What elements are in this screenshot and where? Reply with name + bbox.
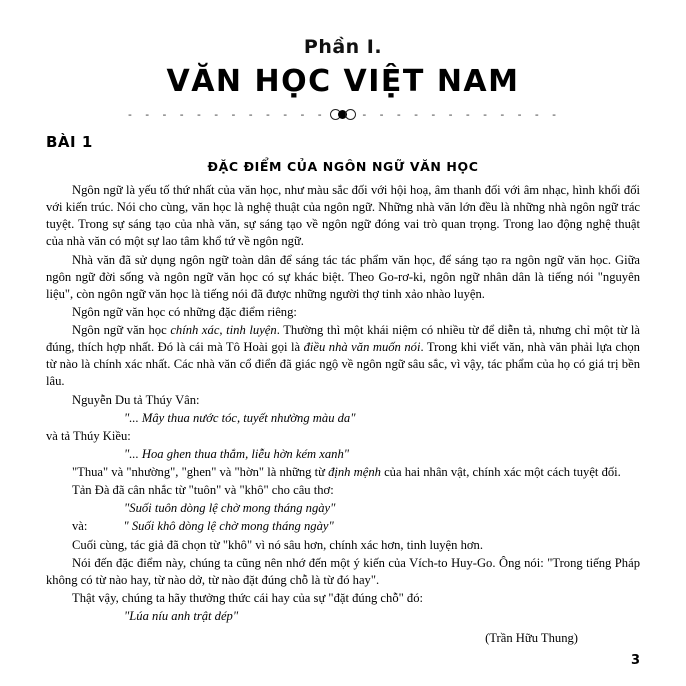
quote-4: " Suối khô dòng lệ chờ mong tháng ngày": [123, 519, 334, 534]
lesson-title: ĐẶC ĐIỂM CỦA NGÔN NGỮ VĂN HỌC: [207, 159, 479, 174]
quote-2: "... Hoa ghen thua thắm, liễu hờn kém xanh": [124, 446, 350, 461]
divider-dashes-left: - - - - - - - - - - - -: [126, 107, 325, 121]
divider-ornament-icon: [330, 108, 356, 121]
divider-dashes-right: - - - - - - - - - - - -: [361, 107, 560, 121]
ornamental-divider: [46, 107, 640, 121]
quote-4-line: [46, 518, 640, 535]
lesson-label: BÀI 1: [46, 133, 93, 151]
paragraph-7: [46, 464, 640, 481]
paragraph-4: [46, 322, 640, 391]
quote-5: "Lúa níu anh trật dép": [124, 609, 239, 623]
paragraph-8: Tản Đà đã cân nhắc từ "tuôn" và "khô" cho câu thơ:: [72, 483, 334, 498]
quote-1: "... Mây thua nước tóc, tuyết nhường màu da": [124, 410, 356, 425]
paragraph-3: Ngôn ngữ văn học có những đặc điểm riêng:: [72, 304, 297, 319]
paragraph-6: và tả Thúy Kiều:: [46, 428, 131, 443]
paragraph-4-italic-b: điều nhà văn muốn nói: [303, 340, 421, 355]
paragraph-7-text-a: "Thua" và "nhường", "ghen" và "hờn" là những từ: [72, 465, 329, 479]
page-number: 3: [630, 653, 640, 668]
paragraph-2: Nhà văn đã sử dụng ngôn ngữ toàn dân để sáng tác tác phẩm văn học, để sáng tạo ra ngôn ngữ văn học. Giữa ngôn ngữ đời sống và ngôn ngữ văn học có sự khác biệt. Theo Go-rơ-ki, ngôn ngữ nhân dân là tiếng nói "nguyên liệu", còn ngôn ngữ văn học là tiếng nói đã được những người thợ tinh xảo nhào luyện.: [46, 252, 640, 301]
paragraph-11: Thật vậy, chúng ta hãy thưởng thức cái hay của sự "đặt đúng chỗ" đó:: [72, 590, 424, 605]
book-title: VĂN HỌC VIỆT NAM: [166, 64, 520, 99]
attribution: (Trần Hữu Thung): [485, 631, 578, 646]
paragraph-5: Nguyễn Du tả Thúy Vân:: [72, 392, 200, 407]
quote-3: "Suối tuôn dòng lệ chờ mong tháng ngày": [124, 501, 336, 516]
paragraph-9: Cuối cùng, tác giả đã chọn từ "khô" vì nó sâu hơn, chính xác hơn, tinh luyện hơn.: [72, 537, 483, 552]
quote-4-label: và:: [72, 519, 88, 534]
paragraph-4-text-a: Ngôn ngữ văn học: [72, 323, 171, 337]
paragraph-7-text-b: của hai nhân vật, chính xác một cách tuyệt đối.: [380, 465, 621, 479]
paragraph-4-italic-a: chính xác, tinh luyện: [170, 323, 277, 337]
part-title: Phần I.: [303, 36, 383, 58]
paragraph-4-text-b: . Thường thì một khái niệm có nhiều từ để diễn tả, nhưng chỉ một từ là đúng, thích hợp nhất. Đó là cái mà Tô Hoài gọi là: [46, 323, 640, 355]
paragraph-10: Nói đến đặc điểm này, chúng ta cũng nên nhớ đến một ý kiến của Vích-to Huy-Go. Ông nói: "Trong tiếng Pháp không có từ nào hay, từ nào dở, từ nào đặt đúng chỗ là từ đó hay".: [46, 555, 640, 587]
paragraph-1: Ngôn ngữ là yếu tố thứ nhất của văn học, như màu sắc đối với hội hoạ, âm thanh đối với âm nhạc, hình khối đối với kiến trúc. Nói cho cùng, văn học là nghệ thuật của ngôn ngữ. Những nhà văn lớn đều là những nhà ngôn ngữ trác tuyệt. Trong sự sáng tạo của nhà văn, sự sáng tạo về ngôn ngữ đóng vai trò quan trọng. Trong lao động nghệ thuật của nhà văn có một sự lao tâm khổ tứ về ngôn ngữ.: [46, 183, 640, 249]
paragraph-4-text-c: . Trong khi viết văn, nhà văn phải lựa chọn từ nào là chính xác nhất. Các nhà văn cổ điển đã giác ngộ về ngôn ngữ sâu sắc, vì vậy, tác phẩm của họ có giá trị bền lâu.: [46, 340, 640, 389]
paragraph-7-italic: định mệnh: [328, 465, 381, 479]
